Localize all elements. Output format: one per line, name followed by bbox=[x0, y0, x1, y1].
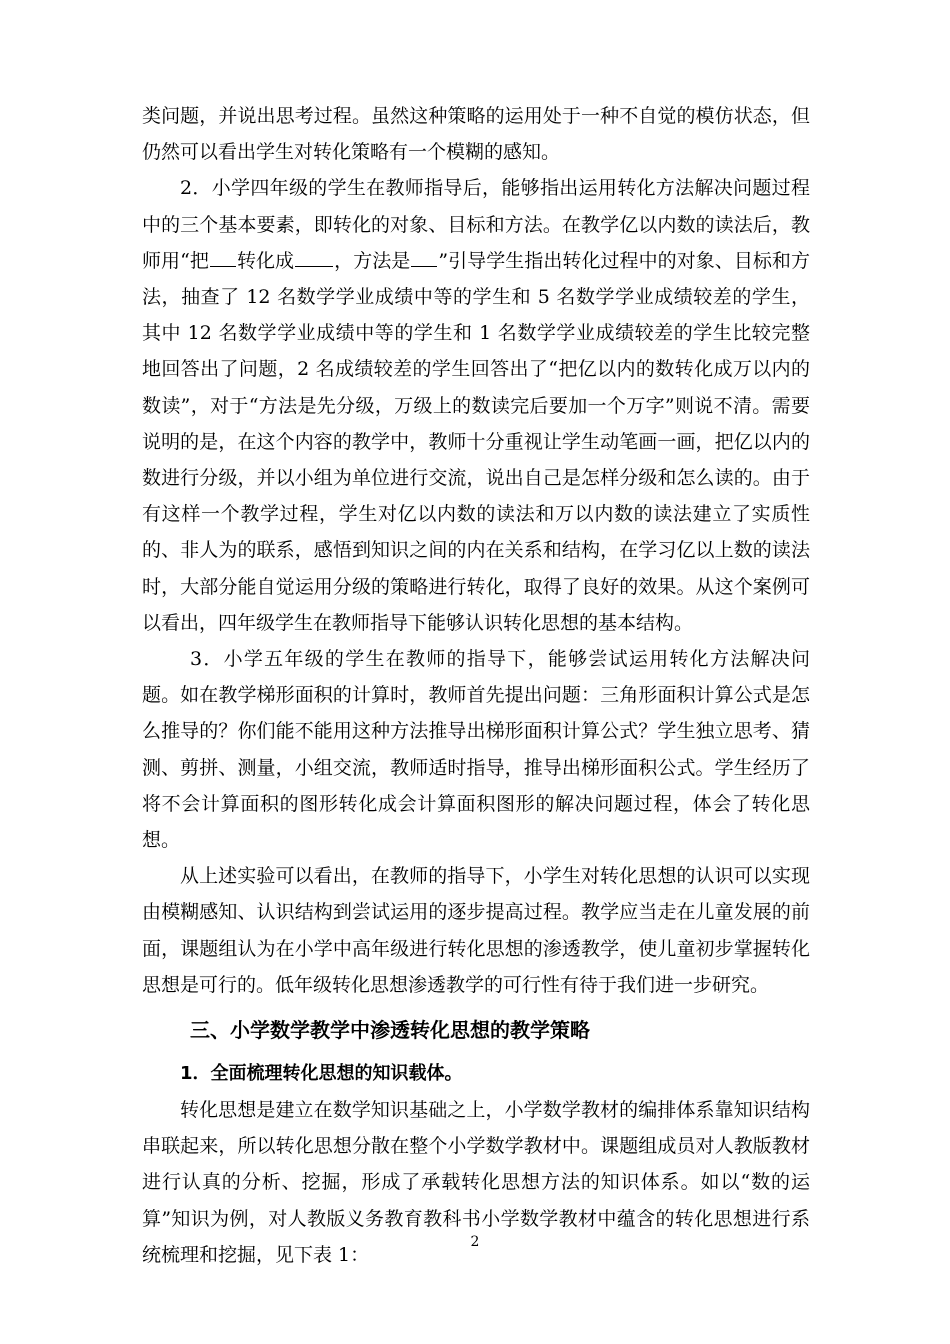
paragraph-grade-four-part-a: 2．小学四年级的学生在教师指导后，能够指出运用转化方法解决问题过程中的三个基本要素，即转化的对象、目标和方法。在教学亿以内数的读法后，教师用“把 bbox=[142, 177, 810, 272]
paragraph-knowledge-carrier: 转化思想是建立在数学知识基础之上，小学数学教材的编排体系靠知识结构串联起来，所以转化思想分散在整个小学数学教材中。课题组成员对人教版教材进行认真的分析、挖掘，形成了承载转化思想方法的知识体系。如以“数的运算”知识为例，对人教版义务教育教科书小学数学教材中蕴含的转化思想进行系统梳理和挖掘，见下表 1： bbox=[142, 1099, 810, 1266]
paragraph-continued: 类问题，并说出思考过程。虽然这种策略的运用处于一种不自觉的模仿状态，但仍然可以看出学生对转化策略有一个模糊的感知。 bbox=[142, 105, 810, 164]
page-body bbox=[142, 98, 810, 1273]
fill-blank-object bbox=[210, 249, 236, 267]
page-number: 2 bbox=[470, 1234, 480, 1250]
paragraph-grade-four-part-b: 转化成 bbox=[236, 249, 295, 272]
subsection-heading: 1．全面梳理转化思想的知识载体。 bbox=[180, 1063, 463, 1085]
paragraph-grade-four-part-d: ”引导学生指出转化过程中的对象、目标和方法，抽查了 12 名数学学业成绩中等的学生和 5 名数学学业成绩较差的学生，其中 12 名数学学业成绩中等的学生和 1 名数学学业成绩较差的学生比较完整地回答出了问题，2 名成绩较差的学生回答出了“把亿以内的数转化成万以内的数读”，对于“方法是先分级，万级上的数读完后要加一个万字”则说不清。需要说明的是，在这个内容的教学中，教师十分重视让学生动笔画一画，把亿以内的数进行分级，并以小组为单位进行交流，说出自己是怎样分级和怎么读的。由于有这样一个教学过程，学生对亿以内数的读法和万以内数的读法建立了实质性的、非人为的联系，感悟到知识之间的内在关系和结构，在学习亿以上数的读法时，大部分能自觉运用分级的策略进行转化，取得了良好的效果。从这个案例可以看出，四年级学生在教师指导下能够认识转化思想的基本结构。 bbox=[142, 249, 810, 634]
paragraph-conclusion: 从上述实验可以看出，在教师的指导下，小学生对转化思想的认识可以实现由模糊感知、认识结构到尝试运用的逐步提高过程。教学应当走在儿童发展的前面，课题组认为在小学中高年级进行转化思想的渗透教学，使儿童初步掌握转化思想是可行的。低年级转化思想渗透教学的可行性有待于我们进一步研究。 bbox=[142, 865, 810, 996]
paragraph-grade-four-part-c: ，方法是 bbox=[334, 249, 411, 272]
fill-blank-target bbox=[295, 249, 333, 267]
paragraph-grade-five: 3．小学五年级的学生在教师的指导下，能够尝试运用转化方法解决问题。如在教学梯形面积的计算时，教师首先提出问题：三角形面积计算公式是怎么推导的？你们能不能用这种方法推导出梯形面积计算公式？学生独立思考、猜测、剪拼、测量，小组交流，教师适时指导，推导出梯形面积公式。学生经历了将不会计算面积的图形转化成会计算面积图形的解决问题过程，体会了转化思想。 bbox=[142, 648, 810, 852]
section-heading: 三、小学数学教学中渗透转化思想的教学策略 bbox=[190, 1018, 590, 1043]
paragraph-grade-four bbox=[142, 170, 810, 641]
fill-blank-method bbox=[411, 249, 437, 267]
